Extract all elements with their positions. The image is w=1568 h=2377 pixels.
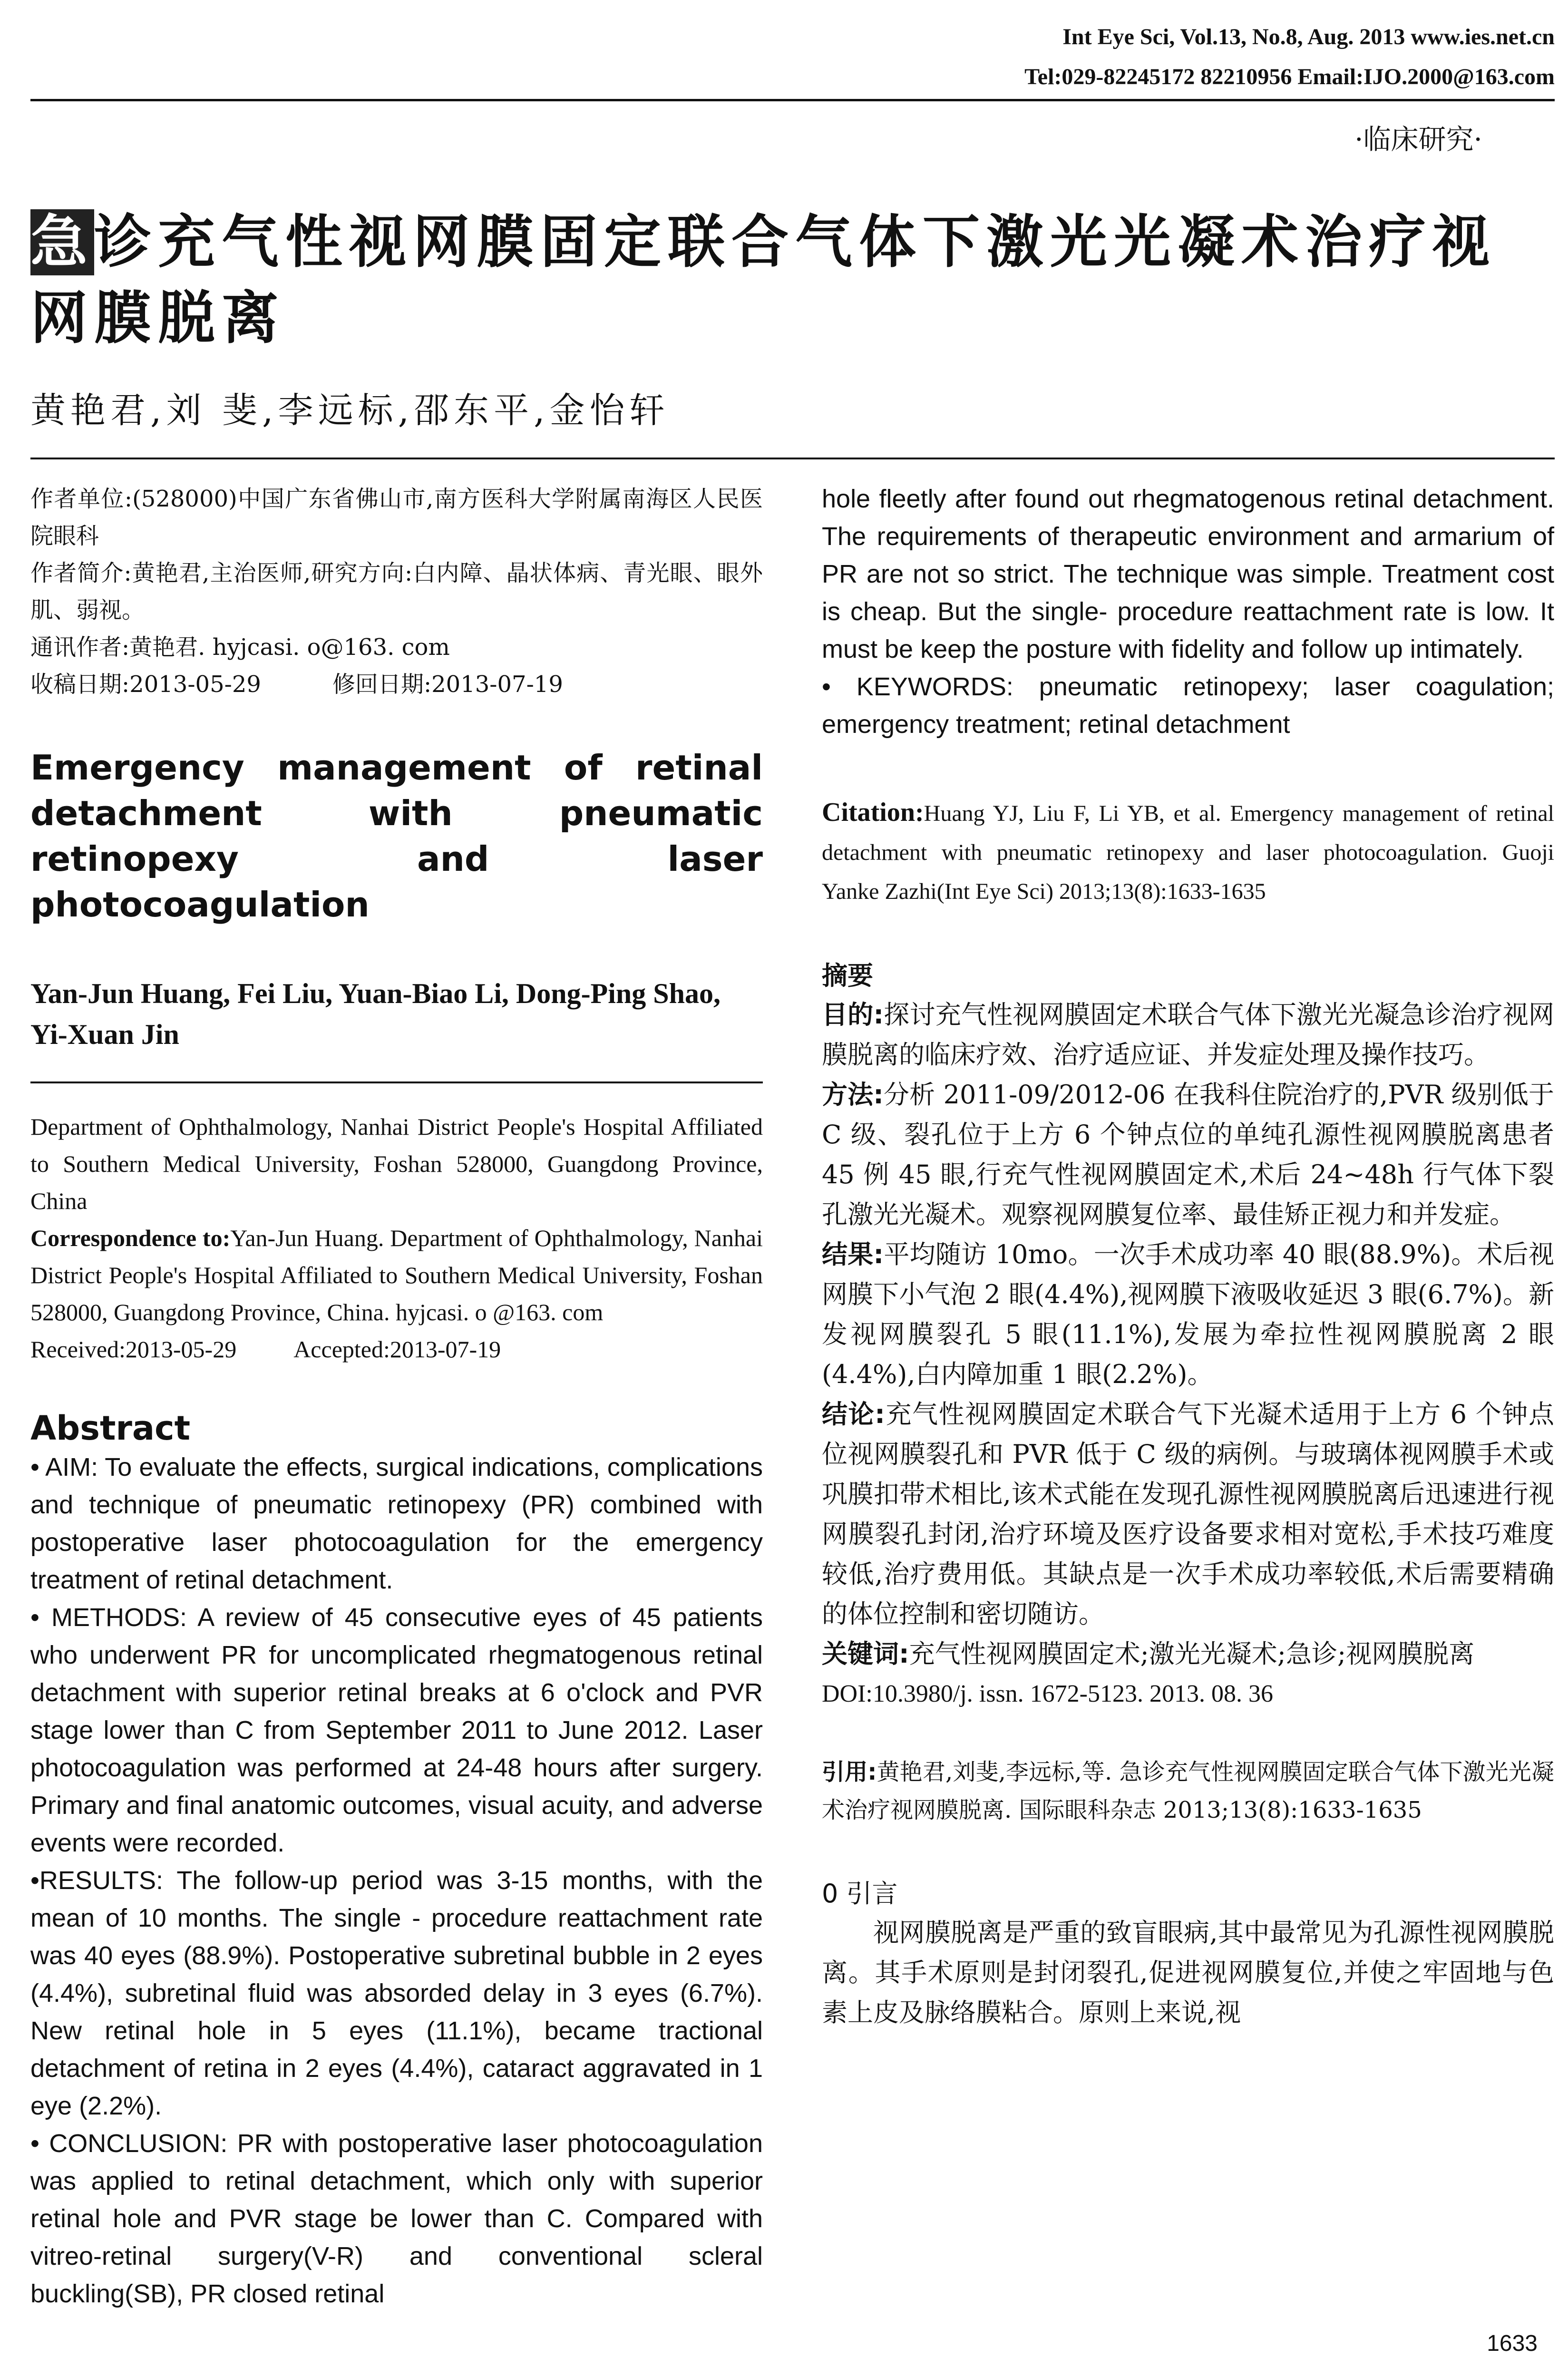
abstract-keywords: • KEYWORDS: pneumatic retinopexy; laser coagulation; emergency treatment; retinal detachment — [822, 672, 1554, 739]
abstract-conclusion-part2: hole fleetly after found out rhegmatogenous retinal detachment. The requirements of therapeutic environment and armarium of PR are not so strict. The technique was simple. Treatment cost is cheap. But the single- procedure reattachment rate is low. It must be keep the posture with fidelity and follow up intimately. — [822, 485, 1554, 663]
zh-aim-text: 探讨充气性视网膜固定术联合气体下激光光凝急诊治疗视网膜脱离的临床疗效、治疗适应证、并发症处理及操作技巧。 — [822, 1000, 1554, 1070]
article-title-cn — [30, 205, 1555, 357]
authors-en: Yan-Jun Huang, Fei Liu, Yuan-Biao Li, Dong-Ping Shao, Yi-Xuan Jin — [30, 978, 721, 1050]
author-bio: 作者简介:黄艳君,主治医师,研究方向:白内障、晶状体病、青光眼、眼外肌、弱视。 — [30, 560, 763, 623]
zh-abstract-body — [822, 995, 1554, 1714]
received-date-cn: 收稿日期:2013-05-29 — [30, 671, 261, 698]
authors-cn: 黄艳君,刘 斐,李远标,邵东平,金怡轩 — [30, 390, 670, 431]
journal-header-line2: Tel:029-82245172 82210956 Email:IJO.2000@163.com — [1024, 64, 1555, 89]
intro-heading: 0 引言 — [822, 1879, 898, 1909]
zh-keywords — [822, 1634, 1554, 1674]
abstract-conclusion-part1: • CONCLUSION: PR with postoperative laser photocoagulation was applied to retinal detachment, which only with superior retinal hole and PVR stage be lower than C. Compared with vitreo-retinal surgery(V-R) and conventional scleral buckling(SB), PR closed retinal — [30, 2129, 763, 2308]
citation-cn — [822, 1753, 1554, 1829]
revised-date-cn: 修回日期:2013-07-19 — [332, 671, 563, 698]
citation-en — [822, 793, 1554, 911]
correspondence-text: Yan-Jun Huang. Department of Ophthalmology, Nanhai District People's Hospital Affiliated to Southern Medical University, Foshan 528000, Guangdong Province, China. hyjcasi. o @163. com — [30, 1225, 763, 1325]
received-date-en: Received:2013-05-29 — [30, 1336, 237, 1363]
page-number: 1633 — [1487, 2331, 1538, 2356]
article-title-en: Emergency management of retinal detachment with pneumatic retinopexy and laser photocoagulation — [30, 748, 763, 925]
zh-keywords-label: 关键词: — [822, 1639, 909, 1669]
zh-methods-text: 分析 2011-09/2012-06 在我科住院治疗的,PVR 级别低于 C 级、裂孔位于上方 6 个钟点位的单纯孔源性视网膜脱离患者 45 例 45 眼,行充气性视网膜固定术,术后 24~48h 行气体下裂孔激光光凝术。观察视网膜复位率、最佳矫正视力和并发症。 — [822, 1080, 1554, 1229]
author-unit: 作者单位:(528000)中国广东省佛山市,南方医科大学附属南海区人民医院眼科 — [30, 486, 763, 549]
zh-conclusion-text: 充气性视网膜固定术联合气下光凝术适用于上方 6 个钟点位视网膜裂孔和 PVR 低于 C 级的病例。与玻璃体视网膜手术或巩膜扣带术相比,该术式能在发现孔源性视网膜脱离后迅速进行视网膜裂孔封闭,治疗环境及医疗设备要求相对宽松,手术技巧难度较低,治疗费用低。其缺点是一次手术成功率较低,术后需要精确的体位控制和密切随访。 — [822, 1399, 1554, 1629]
abstract-body-right — [822, 480, 1554, 743]
abstract-results: •RESULTS: The follow-up period was 3-15 months, with the mean of 10 months. The single - procedure reattachment rate was 40 eyes (88.9%). Postoperative subretinal bubble in 2 eyes (4.4%), subretinal fluid was absorded delay in 3 eyes (6.7%). New retinal hole in 5 eyes (11.1%), became tractional detachment of retina in 2 eyes (4.4%), cataract aggravated in 1 eye (2.2%). — [30, 1866, 763, 2120]
journal-header-line1: Int Eye Sci, Vol.13, No.8, Aug. 2013 www.ies.net.cn — [1062, 24, 1555, 49]
abstract-heading: Abstract — [30, 1409, 191, 1448]
zh-methods — [822, 1075, 1554, 1235]
zh-conclusion — [822, 1394, 1554, 1634]
affiliation-block — [30, 1108, 763, 1368]
zh-aim — [822, 995, 1554, 1075]
correspondence-label: Correspondence to: — [30, 1225, 231, 1251]
zh-results-label: 结果: — [822, 1239, 884, 1269]
zh-keywords-text: 充气性视网膜固定术;激光光凝术;急诊;视网膜脱离 — [909, 1639, 1475, 1669]
section-tag: ·临床研究· — [1354, 123, 1482, 156]
cite-cn-label: 引用: — [822, 1759, 877, 1785]
header-divider — [30, 99, 1555, 101]
affiliation: Department of Ophthalmology, Nanhai District People's Hospital Affiliated to Southern Medical University, Foshan 528000, Guangdong Province, China — [30, 1113, 763, 1214]
zh-results-text: 平均随访 10mo。一次手术成功率 40 眼(88.9%)。术后视网膜下小气泡 2 眼(4.4%),视网膜下液吸收延迟 3 眼(6.7%)。新发视网膜裂孔 5 眼(11.1%),发展为牵拉性视网膜脱离 2 眼(4.4%),白内障加重 1 眼(2.2%)。 — [822, 1239, 1554, 1389]
title-first-char: 急 — [30, 209, 94, 275]
correspondence — [30, 1219, 763, 1331]
left-column — [30, 480, 763, 2313]
title-rest: 诊充气性视网膜固定联合气体下激光光凝术治疗视网膜脱离 — [30, 209, 1496, 351]
author-info-cn — [30, 480, 763, 703]
abstract-aim: • AIM: To evaluate the effects, surgical indications, complications and technique of pneumatic retinopexy (PR) combined with postoperative laser photocoagulation for the emergency treatment of retinal detachment. — [30, 1453, 763, 1594]
zh-conclusion-label: 结论: — [822, 1399, 885, 1429]
cite-cn-text: 黄艳君,刘斐,李远标,等. 急诊充气性视网膜固定联合气体下激光光凝术治疗视网膜脱离. 国际眼科杂志 2013;13(8):1633-1635 — [822, 1759, 1554, 1823]
dates-en — [30, 1331, 763, 1368]
zh-abstract-heading: 摘要 — [822, 961, 873, 991]
accepted-date-en: Accepted:2013-07-19 — [293, 1336, 501, 1363]
intro-text: 视网膜脱离是严重的致盲眼病,其中最常见为孔源性视网膜脱离。其手术原则是封闭裂孔,促进视网膜复位,并使之牢固地与色素上皮及脉络膜粘合。原则上来说,视 — [822, 1918, 1554, 2027]
zh-methods-label: 方法: — [822, 1080, 884, 1110]
affiliation-divider — [30, 1081, 763, 1083]
abstract-body-left — [30, 1449, 763, 2313]
authors-divider — [30, 458, 1555, 459]
dates-cn — [30, 666, 763, 703]
zh-results — [822, 1235, 1554, 1394]
doi: DOI:10.3980/j. issn. 1672-5123. 2013. 08. 36 — [822, 1680, 1273, 1707]
citation-label: Citation: — [822, 798, 924, 827]
abstract-methods: • METHODS: A review of 45 consecutive eyes of 45 patients who underwent PR for uncomplicated rhegmatogenous retinal detachment with superior retinal breaks at 6 o'clock and PVR stage lower than C from September 2011 to June 2012. Laser photocoagulation was performed at 24-48 hours after surgery. Primary and final anatomic outcomes, visual acuity, and adverse events were recorded. — [30, 1603, 763, 1857]
right-column — [822, 480, 1554, 2033]
citation-text: Huang YJ, Liu F, Li YB, et al. Emergency management of retinal detachment with pneumatic retinopexy and laser photocoagulation. Guoji Yanke Zazhi(Int Eye Sci) 2013;13(8):1633-1635 — [822, 801, 1554, 904]
corresponding-author: 通讯作者:黄艳君. hyjcasi. o@163. com — [30, 634, 450, 661]
zh-aim-label: 目的: — [822, 1000, 884, 1030]
